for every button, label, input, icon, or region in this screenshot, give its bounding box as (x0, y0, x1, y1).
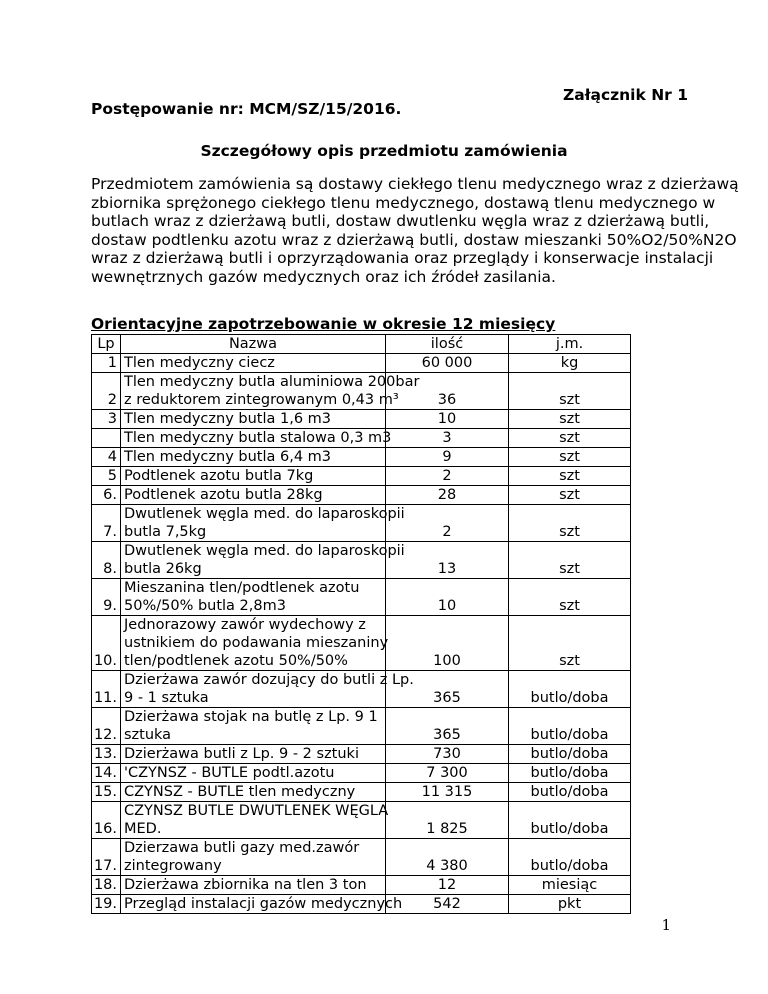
row-lp: 8. (92, 542, 121, 579)
row-name (121, 410, 386, 429)
table-row (92, 895, 631, 914)
row-name (121, 467, 386, 486)
table-row (92, 783, 631, 802)
row-name (121, 895, 403, 914)
table-title: Orientacyjne zapotrzebowanie w okresie 12 miesięcy (91, 315, 556, 333)
row-unit: butlo/doba (509, 671, 631, 708)
row-name (121, 764, 386, 783)
row-unit: butlo/doba (509, 802, 631, 839)
row-lp: 10. (92, 616, 121, 671)
header-name: Nazwa (121, 335, 386, 354)
row-name-line: Dzierżawa zbiornika na tlen 3 ton (124, 877, 367, 893)
row-lp: 16. (92, 802, 121, 839)
intro-line: wewnętrznych gazów medycznych oraz ich źródeł zasilania. (91, 267, 556, 286)
intro-paragraph (91, 175, 739, 286)
row-unit: szt (509, 505, 631, 542)
row-name-line: Tlen medyczny butla aluminiowa 200bar (124, 374, 420, 390)
row-unit: butlo/doba (509, 745, 631, 764)
table-header-row (92, 335, 631, 354)
row-qty: 12 (386, 876, 509, 895)
row-name-line: CZYNSZ - BUTLE tlen medyczny (124, 784, 356, 800)
row-name-line: MED. (124, 821, 162, 837)
table-row (92, 616, 631, 671)
row-name-line: 9 - 1 sztuka (124, 690, 209, 706)
row-qty: 100 (386, 616, 509, 671)
row-qty: 10 (386, 410, 509, 429)
table-row (92, 354, 631, 373)
row-qty: 3 (386, 429, 509, 448)
page-number: 1 (661, 916, 671, 934)
table-body (92, 354, 631, 914)
table-row (92, 542, 631, 579)
row-name (121, 783, 386, 802)
table-row (92, 486, 631, 505)
row-name-line: Tlen medyczny butla stalowa 0,3 m3 (124, 430, 392, 446)
table-row (92, 671, 631, 708)
row-unit: szt (509, 448, 631, 467)
row-qty: 2 (386, 467, 509, 486)
header-qty: ilość (386, 335, 509, 354)
row-unit: pkt (509, 895, 631, 914)
row-lp (92, 429, 121, 448)
row-unit: szt (509, 579, 631, 616)
row-name-line: Dwutlenek węgla med. do laparoskopii (124, 506, 405, 522)
row-name-line: Jednorazowy zawór wydechowy z (124, 617, 366, 633)
row-qty: 4 380 (386, 839, 509, 876)
table-row (92, 448, 631, 467)
row-qty: 10 (386, 579, 509, 616)
row-name (121, 486, 386, 505)
row-name-line: tlen/podtlenek azotu 50%/50% (124, 653, 348, 669)
row-name (121, 429, 392, 448)
row-qty: 365 (386, 708, 509, 745)
table-row (92, 410, 631, 429)
row-qty: 7 300 (386, 764, 509, 783)
table-row (92, 802, 631, 839)
row-name-line: butla 26kg (124, 561, 202, 577)
row-name-line: Podtlenek azotu butla 7kg (124, 468, 314, 484)
row-name-line: Podtlenek azotu butla 28kg (124, 487, 323, 503)
row-qty: 28 (386, 486, 509, 505)
document-heading: Szczegółowy opis przedmiotu zamówienia (200, 142, 568, 160)
row-name (121, 542, 405, 579)
row-name-line: Dzierzawa butli gazy med.zawór (124, 840, 360, 856)
row-unit: szt (509, 373, 631, 410)
row-unit: szt (509, 616, 631, 671)
row-lp: 7. (92, 505, 121, 542)
row-name (121, 802, 389, 839)
row-unit: szt (509, 542, 631, 579)
annex-label: Załącznik Nr 1 (563, 86, 688, 104)
row-unit: butlo/doba (509, 783, 631, 802)
case-number: Postępowanie nr: MCM/SZ/15/2016. (91, 100, 402, 118)
table-row (92, 876, 631, 895)
header-unit: j.m. (509, 335, 631, 354)
row-unit: butlo/doba (509, 839, 631, 876)
row-lp: 18. (92, 876, 121, 895)
table-row (92, 467, 631, 486)
row-qty: 60 000 (386, 354, 509, 373)
row-lp: 4 (92, 448, 121, 467)
row-lp: 12. (92, 708, 121, 745)
row-name (121, 745, 386, 764)
row-lp: 1 (92, 354, 121, 373)
row-name-line: zintegrowany (124, 858, 222, 874)
row-lp: 3 (92, 410, 121, 429)
row-lp: 2 (92, 373, 121, 410)
intro-line: wraz z dzierżawą butli i oprzyrządowania oraz przeglądy i konserwacje instalacji (91, 249, 714, 267)
row-lp: 14. (92, 764, 121, 783)
row-name (121, 448, 386, 467)
row-name-line: butla 7,5kg (124, 524, 207, 540)
row-lp: 5 (92, 467, 121, 486)
row-lp: 15. (92, 783, 121, 802)
row-name-line: Dzierżawa butli z Lp. 9 - 2 sztuki (124, 746, 359, 762)
row-name (121, 505, 405, 542)
row-name-line: Dzierżawa zawór dozujący do butli z Lp. (124, 672, 414, 688)
row-lp: 17. (92, 839, 121, 876)
table-row (92, 429, 631, 448)
row-qty: 1 825 (386, 802, 509, 839)
row-name-line: Tlen medyczny butla 1,6 m3 (124, 411, 332, 427)
row-lp: 9. (92, 579, 121, 616)
row-lp: 13. (92, 745, 121, 764)
row-name (121, 839, 386, 876)
row-name (121, 671, 414, 708)
row-qty: 11 315 (386, 783, 509, 802)
row-name (121, 373, 420, 410)
row-name-line: Dzierżawa stojak na butlę z Lp. 9 1 (124, 709, 378, 725)
table-row (92, 579, 631, 616)
intro-line: Przedmiotem zamówienia są dostawy ciekłego tlenu medycznego wraz z dzierżawą (91, 175, 739, 193)
row-unit: butlo/doba (509, 764, 631, 783)
row-name (121, 876, 386, 895)
row-unit: szt (509, 410, 631, 429)
row-unit: miesiąc (509, 876, 631, 895)
row-qty: 13 (386, 542, 509, 579)
row-unit: butlo/doba (509, 708, 631, 745)
table-row (92, 764, 631, 783)
row-name (121, 354, 386, 373)
row-name-line: 50%/50% butla 2,8m3 (124, 598, 286, 614)
table-row (92, 745, 631, 764)
header-lp: Lp (92, 335, 121, 354)
table-row (92, 839, 631, 876)
row-qty: 542 (386, 895, 509, 914)
row-name-line: 'CZYNSZ - BUTLE podtl.azotu (124, 765, 335, 781)
row-name (121, 708, 386, 745)
row-name (121, 616, 389, 671)
row-name (121, 579, 386, 616)
row-name-line: sztuka (124, 727, 172, 743)
row-qty: 36 (386, 373, 509, 410)
row-name-line: CZYNSZ BUTLE DWUTLENEK WĘGLA (124, 803, 389, 819)
row-name-line: Tlen medyczny butla 6,4 m3 (124, 449, 332, 465)
table-row (92, 708, 631, 745)
row-name-line: Dwutlenek węgla med. do laparoskopii (124, 543, 405, 559)
row-qty: 2 (386, 505, 509, 542)
row-name-line: ustnikiem do podawania mieszaniny (124, 635, 389, 651)
row-unit: szt (509, 467, 631, 486)
row-unit: kg (509, 354, 631, 373)
table-row (92, 505, 631, 542)
table-row (92, 373, 631, 410)
requirements-table (91, 334, 631, 914)
row-qty: 365 (386, 671, 509, 708)
row-name-line: Tlen medyczny ciecz (124, 355, 275, 371)
row-name-line: z reduktorem zintegrowanym 0,43 m³ (124, 392, 399, 408)
row-qty: 9 (386, 448, 509, 467)
row-name-line: Przegląd instalacji gazów medycznych (124, 896, 403, 912)
intro-line: dostaw podtlenku azotu wraz z dzierżawą butli, dostaw mieszanki 50%O2/50%N2O (91, 230, 737, 249)
row-lp: 19. (92, 895, 121, 914)
row-name-line: Mieszanina tlen/podtlenek azotu (124, 580, 360, 596)
row-qty: 730 (386, 745, 509, 764)
row-lp: 11. (92, 671, 121, 708)
row-lp: 6. (92, 486, 121, 505)
row-unit: szt (509, 429, 631, 448)
intro-line: butlach wraz z dzierżawą butli, dostaw dwutlenku węgla wraz z dzierżawą butli, (91, 212, 710, 230)
intro-line: zbiornika sprężonego ciekłego tlenu medycznego, dostawą tlenu medycznego w (91, 193, 716, 212)
row-unit: szt (509, 486, 631, 505)
